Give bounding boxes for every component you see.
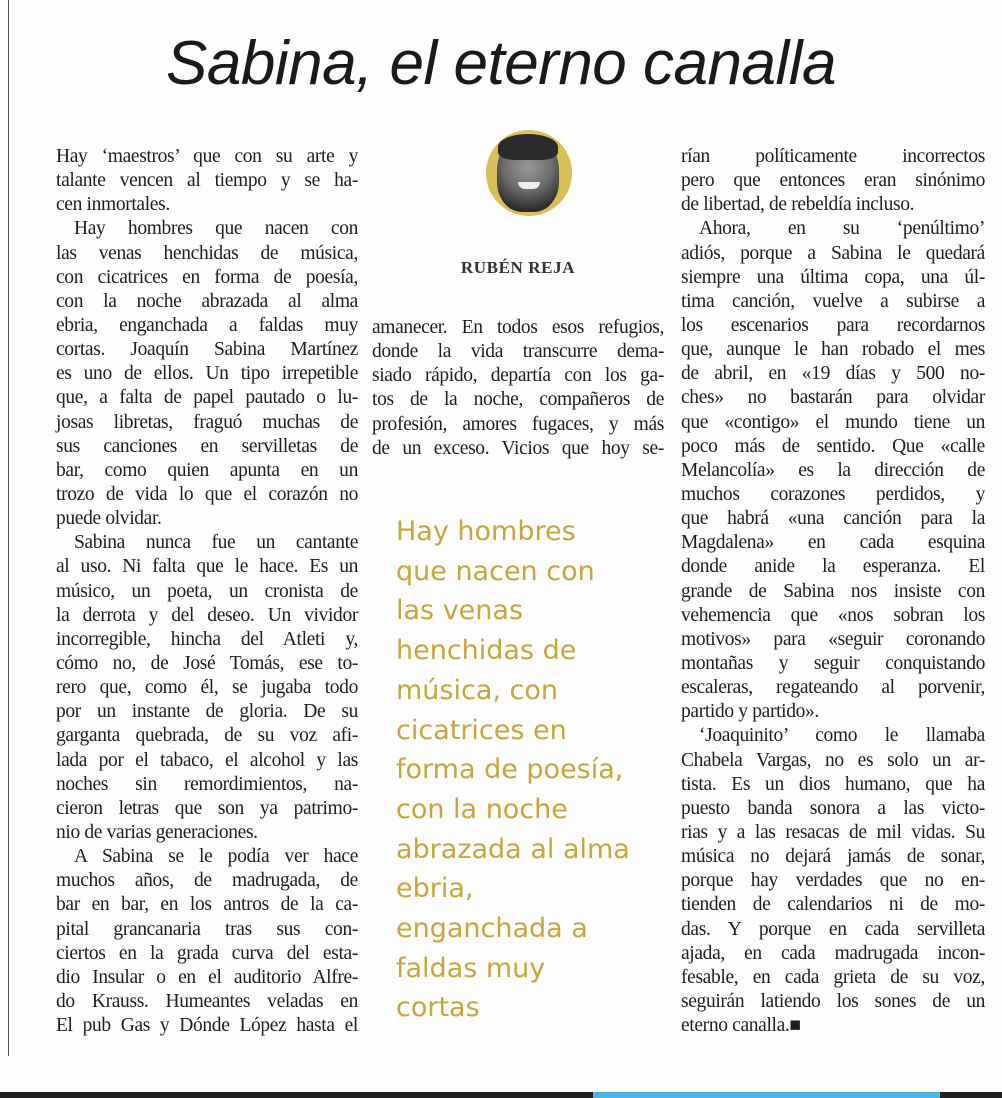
article-text-line: amanecer. En todos esos refugios, (372, 317, 664, 338)
article-text-line: Melancolía» es la dirección de (681, 459, 985, 481)
article-text-line: músico, un poeta, un cronista de (56, 580, 358, 602)
article-text-line: tienden de calendarios ni de mo- (681, 894, 985, 916)
article-text-line: garganta quebrada, de su voz afi- (56, 725, 358, 747)
article-text-line: música no dejará jamás de sonar, (681, 846, 985, 868)
pull-quote-line: música, con (396, 674, 559, 706)
pull-quote-line: cortas (396, 992, 480, 1024)
article-text-line: pero que entonces eran sinónimo (681, 170, 985, 192)
article-text-line: das. Y porque en cada servilleta (681, 918, 985, 940)
article-text-line: cen inmortales. (56, 194, 170, 216)
article-text-line: puesto banda sonora a las victo- (681, 797, 985, 819)
pull-quote-line: con la noche (396, 793, 568, 825)
article-text-line: vehemencia que «nos sobran los (681, 604, 985, 626)
pull-quote-line: faldas muy (396, 952, 546, 984)
column-left (56, 145, 358, 1038)
article-text-line: tista. Es un dios humano, que ha (681, 773, 985, 795)
article-text-line: ajada, en cada madrugada incon- (681, 942, 985, 964)
article-text-line: Chabela Vargas, no es solo un ar- (681, 749, 985, 771)
pull-quote-line: ebria, (396, 873, 474, 905)
video-progress-bar[interactable] (0, 1092, 1002, 1098)
pull-quote-line: cicatrices en (396, 714, 567, 746)
article-text-line: Sabina nunca fue un cantante (74, 532, 358, 554)
article-text-line: do Krauss. Humeantes veladas en (56, 990, 358, 1012)
article-text-line: bar, como quien apunta en un (56, 459, 358, 481)
article-text-line: motivos» para «seguir coronando (681, 628, 985, 650)
video-progress-fill (593, 1092, 940, 1098)
article-text-line: es uno de ellos. Un tipo irrepetible (56, 363, 358, 385)
article-text-line: las venas henchidas de música, (56, 242, 358, 264)
author-byline: RUBÉN REJA (460, 258, 576, 277)
article-text-line: incorregible, hincha del Atleti y, (56, 628, 358, 650)
article-text-line: lada por el tabaco, el alcohol y las (56, 749, 358, 771)
article-text-line: con cicatrices en forma de poesía, (56, 266, 358, 288)
article-text-line: puede olvidar. (56, 508, 162, 530)
article-text-line: donde la vida transcurre dema- (372, 341, 664, 363)
article-text-line: que, a falta de papel pautado o lu- (56, 387, 358, 409)
column-right (681, 145, 985, 1038)
article-text-line: con la noche abrazada al alma (56, 290, 358, 312)
article-text-line: de abril, en «19 días y 500 no- (681, 363, 985, 385)
article-text-line: adiós, porque a Sabina le quedará (681, 242, 985, 264)
article-text-line: talante vencen al tiempo y se ha- (56, 170, 358, 192)
article-text-line: eterno canalla.■ (681, 1015, 801, 1037)
article-text-line: josas libretas, fraguó muchas de (56, 411, 358, 433)
article-text-line: que «contigo» el mundo tiene un (681, 411, 985, 433)
article-text-line: de un exceso. Vicios que hoy se- (372, 437, 664, 459)
article-text-line: cómo no, de José Tomás, ese to- (56, 652, 358, 674)
article-text-line: cortas. Joaquín Sabina Martínez (56, 339, 358, 361)
author-photo (486, 130, 572, 216)
article-text-line: poco más de sentido. Que «calle (681, 435, 985, 457)
pull-quote-line: abrazada al alma (396, 833, 630, 865)
article-text-line: siempre una última copa, una úl- (681, 266, 985, 288)
article-text-line: El pub Gas y Dónde López hasta el (56, 1015, 358, 1037)
article-text-line: ebria, enganchada a faldas muy (56, 314, 358, 336)
article-text-line: Ahora, en su ‘penúltimo’ (699, 218, 985, 240)
article-text-line: rían políticamente incorrectos (681, 146, 985, 167)
article-text-line: noches sin remordimientos, na- (56, 773, 358, 795)
article-text-line: rias y a las resacas de mil vidas. Su (681, 821, 985, 843)
article-text-line: Hay hombres que nacen con (74, 218, 358, 240)
article-text-line: los escenarios para recordarnos (681, 314, 985, 336)
article-text-line: ches» no bastarán para olvidar (681, 387, 985, 409)
author-smile (518, 182, 540, 189)
article-text-line: rero que, como él, se jugaba todo (56, 677, 358, 699)
article-text-line: de libertad, de rebeldía incluso. (681, 194, 915, 216)
article-text-line: que, aunque le han robado el mes (681, 339, 985, 361)
article-text-line: muchos corazones perdidos, y (681, 483, 985, 505)
article-text-line: Hay ‘maestros’ que con su arte y (56, 146, 358, 167)
page-edge-rule (8, 0, 9, 1056)
article-text-line: por un instante de gloria. De su (56, 701, 358, 723)
pull-quote (396, 512, 666, 1028)
article-text-line: dio Insular o en el auditorio Alfre- (56, 966, 358, 988)
article-text-line: porque hay verdades que no en- (681, 870, 985, 892)
pull-quote-line: las venas (396, 595, 524, 627)
article-text-line: que habrá «una canción para la (681, 508, 985, 530)
article-text-line: montañas y seguir conquistando (681, 652, 985, 674)
article-text-line: la derrota y del deseo. Un vividor (56, 604, 358, 626)
article-text-line: Magdalena» en cada esquina (681, 532, 985, 554)
pull-quote-line: forma de poesía, (396, 754, 624, 786)
article-text-line: tima canción, vuelve a subirse a (681, 290, 985, 312)
article-text-line: al uso. Ni falta que le hace. Es un (56, 556, 358, 578)
article-text-line: donde anide la esperanza. El (681, 556, 985, 578)
article-text-line: trozo de vida lo que el corazón no (56, 483, 358, 505)
pull-quote-line: que nacen con (396, 555, 595, 587)
article-text-line: cieron letras que son ya patrimo- (56, 797, 358, 819)
author-hair (498, 134, 558, 160)
pull-quote-line: henchidas de (396, 635, 577, 667)
pull-quote-line: Hay hombres (396, 516, 576, 547)
article-text-line: siado rápido, departía con los ga- (372, 365, 664, 387)
article-text-line: ‘Joaquinito’ como le llamaba (699, 725, 985, 747)
article-title: Sabina, el eterno canalla (166, 29, 836, 98)
article-text-line: pital grancanaria tras sus con- (56, 918, 358, 940)
article-text-line: nio de varias generaciones. (56, 821, 258, 843)
pull-quote-line: enganchada a (396, 913, 588, 945)
article-text-line: profesión, amores fugaces, y más (372, 413, 664, 435)
article-text-line: partido y partido». (681, 701, 819, 723)
article-text-line: muchos años, de madrugada, de (56, 870, 358, 892)
article-text-line: fesable, en cada grieta de su voz, (681, 966, 985, 988)
article-text-line: tos de la noche, compañeros de (372, 389, 664, 411)
column-middle (372, 316, 664, 461)
article-text-line: escaleras, regateando al porvenir, (681, 677, 985, 699)
article-text-line: bar en bar, en los antros de la ca- (56, 894, 358, 916)
article-text-line: ciertos en la grada curva del esta- (56, 942, 358, 964)
article-text-line: A Sabina se le podía ver hace (74, 846, 358, 868)
article-text-line: sus canciones en servilletas de (56, 435, 358, 457)
article-text-line: seguirán latiendo los sones de un (681, 990, 985, 1012)
article-text-line: grande de Sabina nos insiste con (681, 580, 985, 602)
